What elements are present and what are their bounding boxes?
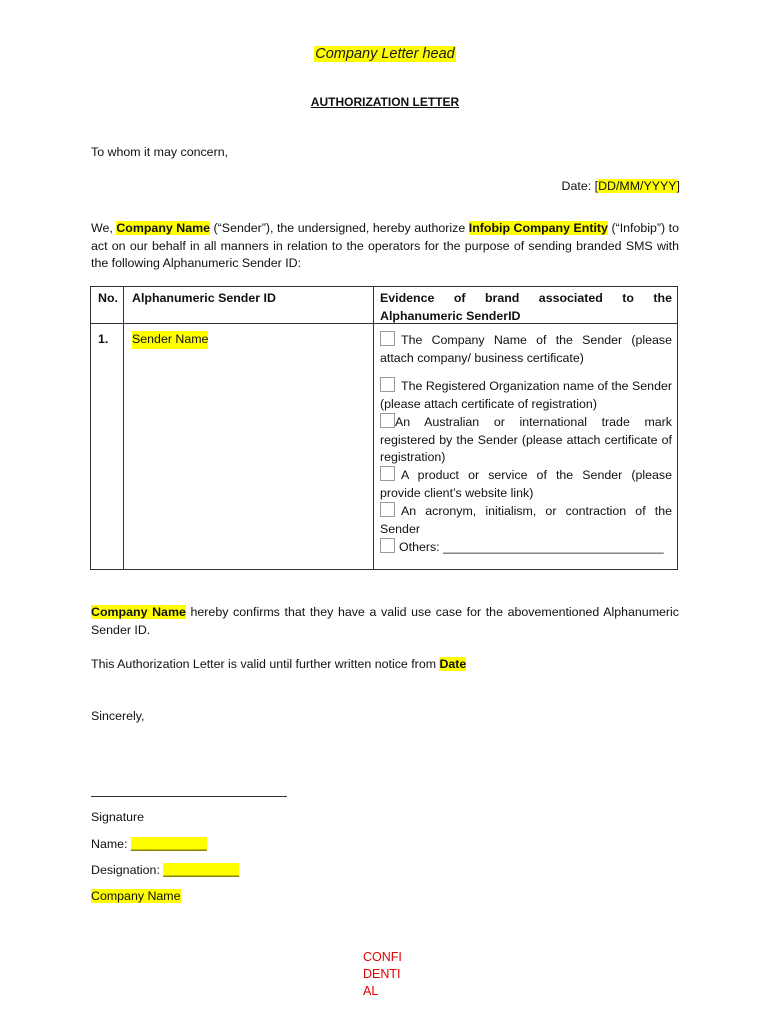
header-sender-id: Alphanumeric Sender ID bbox=[132, 291, 276, 305]
intro-company-name: Company Name bbox=[116, 221, 211, 235]
table-col-divider bbox=[373, 287, 374, 569]
signature-label: Signature bbox=[91, 810, 145, 824]
option-label: An acronym, initialism, or contraction of the Sender bbox=[380, 504, 672, 536]
intro-sender-text: (“Sender”), the undersigned, hereby authorize bbox=[210, 221, 469, 235]
designation-line bbox=[91, 862, 679, 880]
date-close: ] bbox=[676, 179, 680, 193]
signature-company bbox=[91, 888, 679, 906]
sender-name-placeholder: Sender Name bbox=[132, 331, 208, 349]
option-checkbox[interactable] bbox=[380, 377, 395, 392]
date-placeholder: DD/MM/YYYY bbox=[598, 179, 677, 193]
confirm-text: hereby confirms that they have a valid use case for the abovementioned Alphanumeric Sender ID. bbox=[91, 605, 679, 637]
sender-id-table bbox=[90, 286, 678, 570]
designation-label: Designation: bbox=[91, 863, 164, 877]
option-checkbox[interactable] bbox=[380, 466, 395, 481]
date-line bbox=[562, 179, 680, 193]
table-col-divider bbox=[123, 287, 124, 569]
header-evidence: Evidence of brand associated to the Alphanumeric SenderID bbox=[380, 291, 672, 323]
evidence-option bbox=[380, 413, 672, 467]
company-letterhead bbox=[0, 46, 770, 62]
confirm-company-name: Company Name bbox=[91, 605, 186, 619]
evidence-option bbox=[380, 466, 672, 502]
designation-blank: ___________ bbox=[163, 863, 240, 877]
intro-paragraph bbox=[91, 220, 679, 273]
letter-title: AUTHORIZATION LETTER bbox=[310, 95, 460, 109]
name-blank: ___________ bbox=[130, 837, 207, 851]
closing: Sincerely, bbox=[91, 709, 145, 723]
evidence-option bbox=[380, 377, 672, 413]
confidential-label: CONFIDENTIAL bbox=[363, 950, 402, 998]
name-label: Name: bbox=[91, 837, 131, 851]
evidence-option bbox=[380, 538, 672, 557]
option-label: The Company Name of the Sender (please attach company/ business certificate) bbox=[380, 333, 672, 365]
option-checkbox[interactable] bbox=[380, 502, 395, 517]
evidence-option bbox=[380, 331, 672, 367]
signature-line bbox=[91, 796, 287, 797]
signature-company-name: Company Name bbox=[91, 889, 181, 903]
option-label: Others: ________________________________ bbox=[399, 540, 664, 554]
option-checkbox[interactable] bbox=[380, 413, 395, 428]
row-no: 1. bbox=[98, 332, 109, 346]
intro-entity: Infobip Company Entity bbox=[468, 221, 608, 235]
intro-we: We, bbox=[91, 221, 117, 235]
validity-paragraph bbox=[91, 656, 679, 674]
name-line bbox=[91, 836, 679, 854]
salutation: To whom it may concern, bbox=[91, 145, 229, 159]
intro-rest: (“Infobip”) to act on our behalf in all manners in relation to the operators for the purpose of sending branded SMS with the following Alphanumeric Sender ID: bbox=[91, 221, 679, 270]
option-label: A product or service of the Sender (please provide client’s website link) bbox=[380, 468, 672, 500]
letterhead-text: Company Letter head bbox=[315, 46, 455, 62]
confirmation-paragraph bbox=[91, 604, 679, 639]
option-label: An Australian or international trade mark registered by the Sender (please attach certificate of registration) bbox=[380, 415, 672, 464]
date-label: Date: [ bbox=[561, 179, 599, 193]
validity-text: This Authorization Letter is valid until further written notice from bbox=[91, 657, 440, 671]
validity-date: Date bbox=[439, 657, 467, 671]
header-no: No. bbox=[98, 291, 118, 305]
option-checkbox[interactable] bbox=[380, 538, 395, 553]
evidence-option bbox=[380, 502, 672, 538]
option-label: The Registered Organization name of the Sender (please attach certificate of registration) bbox=[380, 379, 672, 411]
option-checkbox[interactable] bbox=[380, 331, 395, 346]
